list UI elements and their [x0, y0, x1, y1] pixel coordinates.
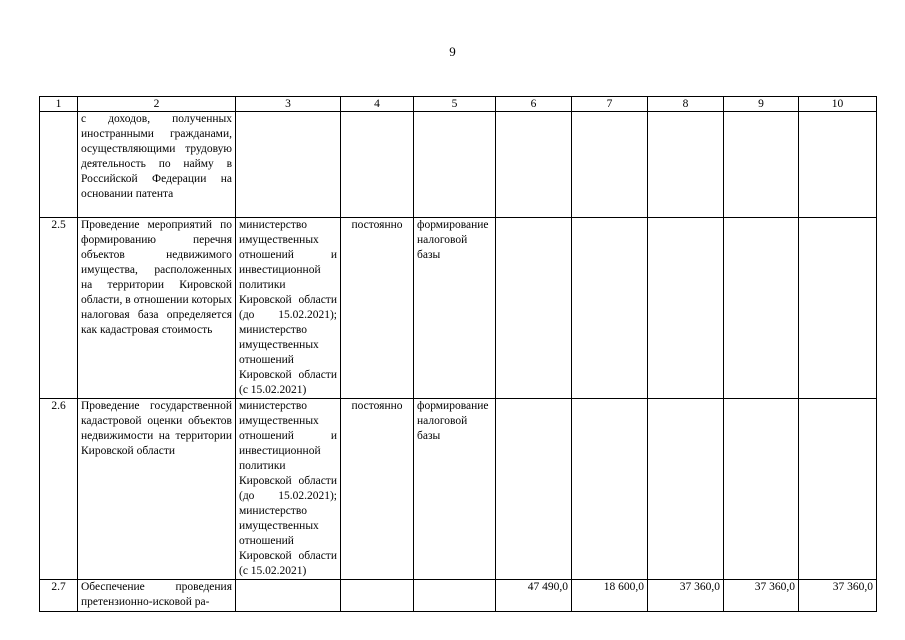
table-row: [40, 112, 877, 218]
value-cell: [724, 112, 799, 218]
header-cell: 4: [341, 97, 414, 112]
header-cell: 2: [78, 97, 236, 112]
value-cell: [799, 218, 877, 399]
header-row: [40, 97, 877, 112]
header-cell: 5: [414, 97, 496, 112]
measure-cell: Проведение мероприятий по формированию перечня объектов недвижимого имущества, расположенных на территории Кировской области, в отношении которых налоговая база определяется как кадастровая стоимость: [78, 218, 236, 399]
row-number: 2.6: [40, 399, 78, 580]
value-cell: 18 600,0: [572, 580, 648, 612]
row-number: 2.7: [40, 580, 78, 612]
header-cell: 10: [799, 97, 877, 112]
header-cell: 6: [496, 97, 572, 112]
value-cell: 37 360,0: [648, 580, 724, 612]
term-cell: [341, 112, 414, 218]
measure-cell: Обеспечение проведения претензионно-исковой ра-: [78, 580, 236, 612]
measures-table: [39, 96, 877, 612]
row-number: 2.5: [40, 218, 78, 399]
executor-cell: министерство имущественных отношений и инвестиционной политики Кировской области (до 15.02.2021); министерство имущественных отношений Кировской области (с 15.02.2021): [236, 218, 341, 399]
table-row: [40, 218, 877, 399]
term-cell: [341, 580, 414, 612]
value-cell: [496, 218, 572, 399]
table-row: [40, 399, 877, 580]
value-cell: [572, 218, 648, 399]
value-cell: [799, 112, 877, 218]
measure-cell: с доходов, полученных иностранными гражданами, осуществляющими трудовую деятельность по найму в Российской Федерации на основании патента: [78, 112, 236, 218]
value-cell: 47 490,0: [496, 580, 572, 612]
table-row: [40, 580, 877, 612]
measure-cell: Проведение государственной кадастровой оценки объектов недвижимости на территории Кировской области: [78, 399, 236, 580]
value-cell: [496, 112, 572, 218]
result-cell: [414, 112, 496, 218]
term-cell: постоянно: [341, 399, 414, 580]
value-cell: [572, 399, 648, 580]
header-cell: 9: [724, 97, 799, 112]
value-cell: [648, 112, 724, 218]
value-cell: [799, 399, 877, 580]
result-cell: формирование налоговой базы: [414, 218, 496, 399]
result-cell: [414, 580, 496, 612]
executor-cell: министерство имущественных отношений и инвестиционной политики Кировской области (до 15.02.2021); министерство имущественных отношений Кировской области (с 15.02.2021): [236, 399, 341, 580]
value-cell: [724, 218, 799, 399]
result-cell: формирование налоговой базы: [414, 399, 496, 580]
term-cell: постоянно: [341, 218, 414, 399]
value-cell: 37 360,0: [799, 580, 877, 612]
value-cell: [496, 399, 572, 580]
header-cell: 7: [572, 97, 648, 112]
value-cell: [724, 399, 799, 580]
row-number: [40, 112, 78, 218]
header-cell: 8: [648, 97, 724, 112]
value-cell: 37 360,0: [724, 580, 799, 612]
header-cell: 1: [40, 97, 78, 112]
header-cell: 3: [236, 97, 341, 112]
value-cell: [572, 112, 648, 218]
page-number: 9: [449, 44, 456, 59]
value-cell: [648, 399, 724, 580]
executor-cell: [236, 112, 341, 218]
value-cell: [648, 218, 724, 399]
executor-cell: [236, 580, 341, 612]
